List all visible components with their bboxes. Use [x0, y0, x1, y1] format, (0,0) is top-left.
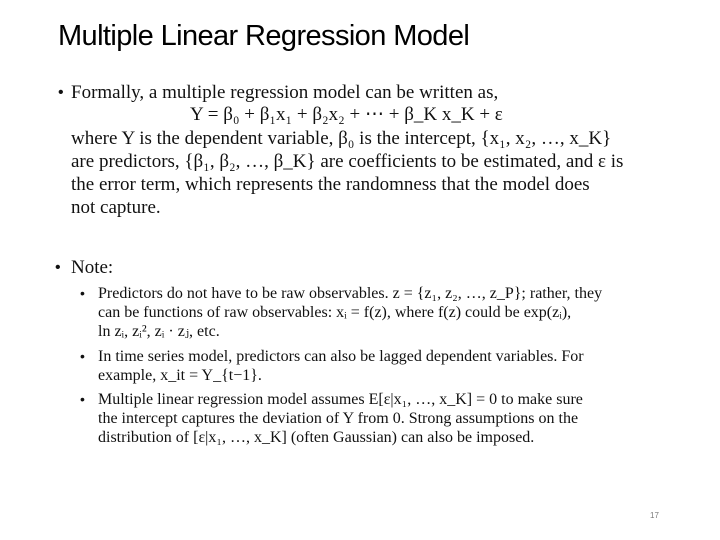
explanation-line: are predictors, {β₁, β₂, …, β_K} are coefficients to be estimated, and ε is	[71, 151, 624, 172]
subbullet-marker: •	[80, 391, 85, 407]
subbullet-line: example, x_it = Y_{t−1}.	[98, 367, 262, 384]
subbullet-line: In time series model, predictors can also be lagged dependent variables. For	[98, 348, 584, 365]
subbullet-marker: •	[80, 285, 85, 301]
explanation-line: where Y is the dependent variable, β₀ is the intercept, {x₁, x₂, …, x_K}	[71, 128, 612, 149]
subbullet-text	[98, 284, 668, 341]
bullet-intro-text: Formally, a multiple regression model can be written as,	[71, 82, 499, 103]
explanation-line: not capture.	[71, 197, 161, 218]
subbullet-text	[98, 390, 668, 447]
page-number: 17	[650, 511, 659, 520]
subbullet-line: distribution of [ε|x₁, …, x_K] (often Gaussian) can also be imposed.	[98, 429, 535, 446]
subbullet-marker: •	[80, 348, 85, 364]
subbullet-line: can be functions of raw observables: xᵢ = f(z), where f(z) could be exp(zᵢ),	[98, 304, 572, 321]
bullet-explanation	[71, 127, 681, 219]
note-heading: Note:	[71, 257, 114, 278]
bullet-marker: •	[58, 84, 64, 101]
subbullet-text	[98, 347, 668, 385]
subbullet-line: ln zᵢ, zᵢ², zᵢ · zⱼ, etc.	[98, 323, 220, 340]
subbullet-line: Predictors do not have to be raw observables. z = {z₁, z₂, …, z_P}; rather, they	[98, 285, 603, 302]
regression-equation: Y = β₀ + β₁x₁ + β₂x₂ + ⋯ + β_K x_K + ε	[190, 104, 503, 125]
slide-title: Multiple Linear Regression Model	[58, 20, 470, 52]
bullet-marker: •	[55, 259, 61, 276]
subbullet-line: Multiple linear regression model assumes E[ε|x₁, …, x_K] = 0 to make sure	[98, 391, 583, 408]
explanation-line: the error term, which represents the randomness that the model does	[71, 174, 590, 195]
subbullet-line: the intercept captures the deviation of Y from 0. Strong assumptions on the	[98, 410, 579, 427]
